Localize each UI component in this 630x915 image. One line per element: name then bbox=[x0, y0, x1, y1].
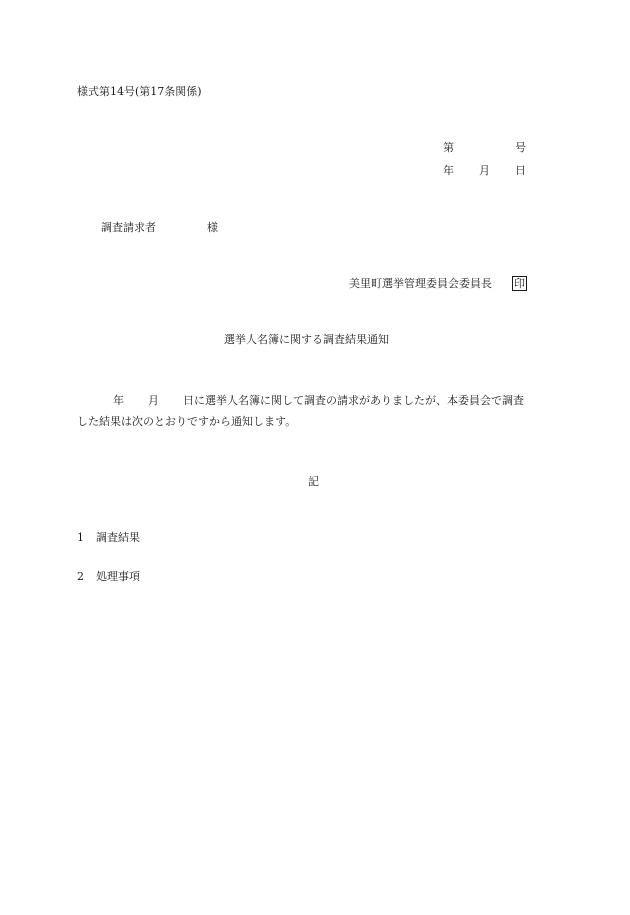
date-day: 日 bbox=[515, 164, 526, 177]
subject-title: 選挙人名簿に関する調査結果通知 bbox=[224, 333, 389, 346]
body-month: 月 bbox=[148, 394, 159, 407]
sender-title: 美里町選挙管理委員会委員長 bbox=[349, 277, 492, 290]
sender-seal bbox=[512, 276, 527, 291]
item-2 bbox=[77, 571, 140, 582]
body-year: 年 bbox=[113, 394, 124, 407]
doc-number-suffix: 号 bbox=[515, 141, 526, 154]
addressee-name: 調査請求者 bbox=[101, 221, 156, 234]
doc-number-prefix: 第 bbox=[443, 141, 454, 154]
ki-heading: 記 bbox=[308, 475, 319, 488]
form-label: 様式第14号(第17条関係) bbox=[77, 85, 202, 98]
item-label: 調査結果 bbox=[96, 531, 140, 544]
item-label: 処理事項 bbox=[96, 570, 140, 583]
item-number: 2 bbox=[77, 570, 84, 583]
body-line1-rest: 日に選挙人名簿に関して調査の請求がありましたが、本委員会で調査 bbox=[183, 394, 524, 407]
date-month: 月 bbox=[479, 164, 490, 177]
body-paragraph bbox=[77, 390, 549, 432]
date-year: 年 bbox=[443, 164, 454, 177]
item-1 bbox=[77, 532, 140, 543]
item-number: 1 bbox=[77, 531, 84, 544]
addressee-honorific: 様 bbox=[207, 221, 218, 234]
seal-mark: 印 bbox=[514, 277, 525, 290]
body-line2: した結果は次のとおりですから通知します。 bbox=[77, 415, 297, 428]
